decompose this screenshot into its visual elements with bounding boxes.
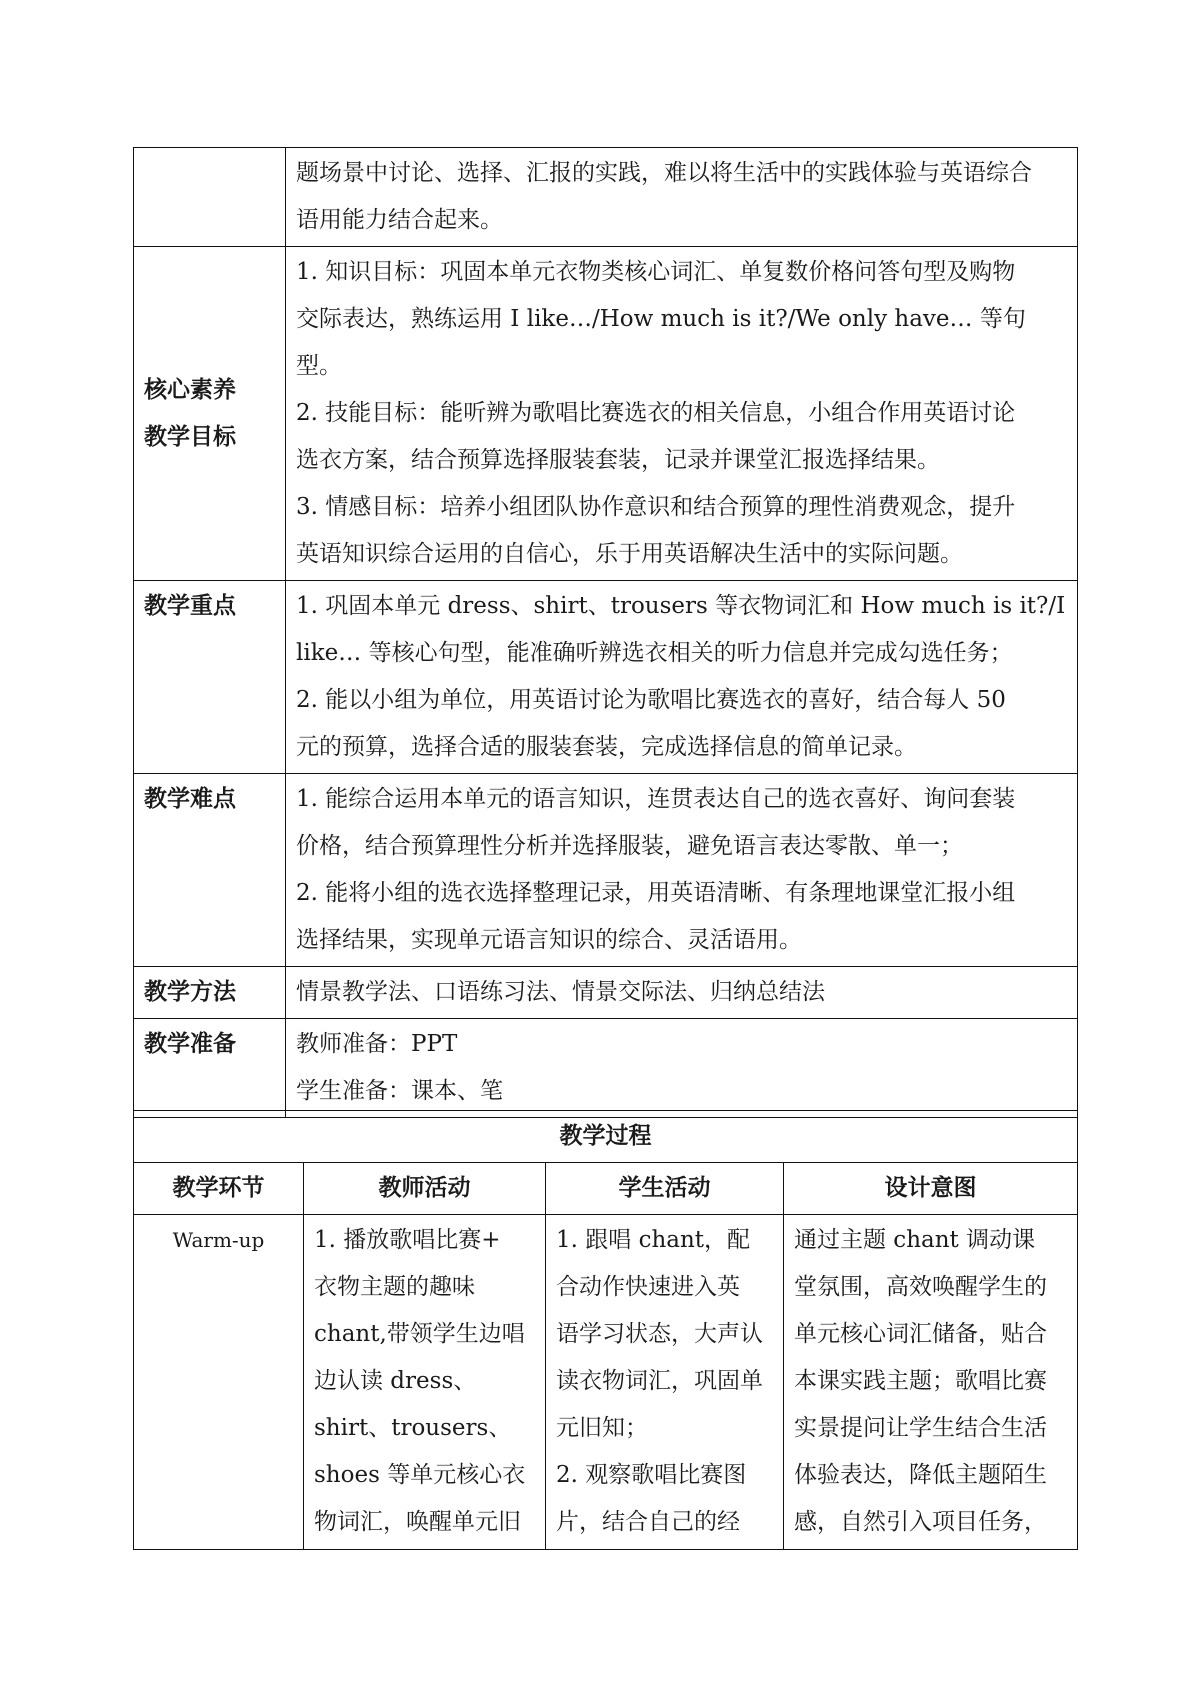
- text-line: 语用能力结合起来。: [296, 207, 503, 233]
- table-row: [134, 1111, 1078, 1163]
- text-line: 2. 技能目标：能听辨为歌唱比赛选衣的相关信息，小组合作用英语讨论: [296, 400, 1016, 426]
- text-line: 情景教学法、口语练习法、情景交际法、归纳总结法: [296, 979, 825, 1005]
- row-label: 教学难点: [134, 774, 286, 967]
- row-label: 教学重点: [134, 581, 286, 774]
- teacher-activity-cell: [304, 1215, 546, 1550]
- text-line: chant,带领学生边唱: [314, 1321, 525, 1347]
- text-line: 感，自然引入项目任务，: [794, 1509, 1047, 1535]
- column-header: 教师活动: [304, 1163, 546, 1215]
- table-row: [134, 581, 1078, 774]
- student-activity-cell: [546, 1215, 784, 1550]
- text-line: 本课实践主题；歌唱比赛: [794, 1368, 1047, 1394]
- text-line: 元旧知；: [556, 1415, 648, 1441]
- text-line: 2. 能将小组的选衣选择整理记录，用英语清晰、有条理地课堂汇报小组: [296, 880, 1016, 906]
- row-content: [286, 247, 1078, 581]
- text-line: 体验表达，降低主题陌生: [794, 1462, 1047, 1488]
- label-line: 教学目标: [144, 423, 236, 450]
- row-label: [134, 247, 286, 581]
- text-line: 堂氛围，高效唤醒学生的: [794, 1274, 1047, 1300]
- row-content: [286, 774, 1078, 967]
- row-label: 教学准备: [134, 1019, 286, 1118]
- text-line: 1. 巩固本单元 dress、shirt、trousers 等衣物词汇和 How much is it?/I: [296, 593, 1066, 619]
- row-label: 教学方法: [134, 967, 286, 1019]
- text-line: 教师准备：PPT: [296, 1031, 458, 1057]
- teaching-process-table: [133, 1110, 1078, 1550]
- column-header: 学生活动: [546, 1163, 784, 1215]
- text-line: shoes 等单元核心衣: [314, 1462, 526, 1488]
- text-line: 片，结合自己的经: [556, 1509, 740, 1535]
- text-line: 2. 观察歌唱比赛图: [556, 1462, 747, 1488]
- text-line: 1. 播放歌唱比赛+: [314, 1227, 501, 1253]
- text-line: 物词汇，唤醒单元旧: [314, 1509, 521, 1535]
- text-line: 衣物主题的趣味: [314, 1274, 475, 1300]
- text-line: 读衣物词汇，巩固单: [556, 1368, 763, 1394]
- lesson-plan-table: [133, 147, 1078, 1118]
- column-header: 教学环节: [134, 1163, 304, 1215]
- table-row: [134, 967, 1078, 1019]
- text-line: 2. 能以小组为单位，用英语讨论为歌唱比赛选衣的喜好，结合每人 50: [296, 687, 1006, 713]
- table-row: [134, 148, 1078, 247]
- row-content: [286, 148, 1078, 247]
- text-line: 合动作快速进入英: [556, 1274, 740, 1300]
- row-label: [134, 148, 286, 247]
- row-content: [286, 581, 1078, 774]
- text-line: 型。: [296, 353, 342, 379]
- text-line: 元的预算，选择合适的服装套装，完成选择信息的简单记录。: [296, 734, 917, 760]
- table-row: [134, 1215, 1078, 1550]
- table-row: [134, 247, 1078, 581]
- table-header-row: [134, 1163, 1078, 1215]
- text-line: 学生准备：课本、笔: [296, 1078, 503, 1104]
- row-content: [286, 1019, 1078, 1118]
- text-line: 题场景中讨论、选择、汇报的实践，难以将生活中的实践体验与英语综合: [296, 160, 1032, 186]
- row-content: [286, 967, 1078, 1019]
- text-line: 选衣方案，结合预算选择服装套装，记录并课堂汇报选择结果。: [296, 447, 940, 473]
- text-line: 3. 情感目标：培养小组团队协作意识和结合预算的理性消费观念，提升: [296, 494, 1016, 520]
- text-line: 实景提问让学生结合生活: [794, 1415, 1047, 1441]
- text-line: shirt、trousers、: [314, 1415, 512, 1441]
- text-line: 语学习状态，大声认: [556, 1321, 763, 1347]
- text-line: 选择结果，实现单元语言知识的综合、灵活语用。: [296, 927, 802, 953]
- text-line: 交际表达，熟练运用 I like…/How much is it?/We only have… 等句: [296, 306, 1026, 332]
- text-line: 英语知识综合运用的自信心，乐于用英语解决生活中的实际问题。: [296, 541, 963, 567]
- text-line: 通过主题 chant 调动课: [794, 1227, 1036, 1253]
- design-intent-cell: [784, 1215, 1078, 1550]
- stage-cell: Warm-up: [134, 1215, 304, 1550]
- table-row: [134, 774, 1078, 967]
- text-line: 单元核心词汇储备，贴合: [794, 1321, 1047, 1347]
- column-header: 设计意图: [784, 1163, 1078, 1215]
- text-line: 1. 知识目标：巩固本单元衣物类核心词汇、单复数价格问答句型及购物: [296, 259, 1016, 285]
- process-title: 教学过程: [134, 1111, 1078, 1163]
- text-line: 边认读 dress、: [314, 1368, 477, 1394]
- text-line: 1. 跟唱 chant，配: [556, 1227, 751, 1253]
- text-line: like… 等核心句型，能准确听辨选衣相关的听力信息并完成勾选任务；: [296, 640, 1013, 666]
- label-line: 核心素养: [144, 376, 236, 403]
- table-row: [134, 1019, 1078, 1118]
- text-line: 1. 能综合运用本单元的语言知识，连贯表达自己的选衣喜好、询问套装: [296, 786, 1016, 812]
- text-line: 价格，结合预算理性分析并选择服装，避免语言表达零散、单一；: [296, 833, 963, 859]
